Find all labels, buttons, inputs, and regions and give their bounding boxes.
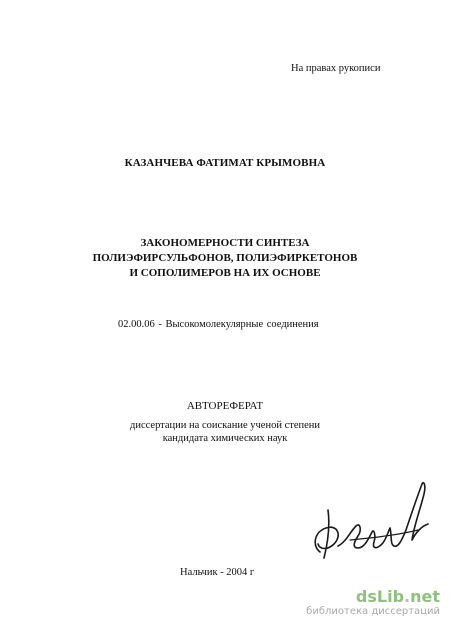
abstract-line-2: кандидата химических наук	[162, 433, 288, 444]
watermark-logo	[306, 588, 440, 606]
city-year: Нальчик - 2004 г	[180, 567, 255, 578]
dissertation-title	[0, 236, 450, 281]
specialty-code: 02.00.06 - Высокомолекулярные соединения	[118, 319, 319, 330]
title-line-2: ПОЛИЭФИРСУЛЬФОНОВ, ПОЛИЭФИРКЕТОНОВ	[92, 252, 358, 264]
author-name: КАЗАНЧЕВА ФАТИМАТ КРЫМОВНА	[124, 157, 326, 169]
watermark-logo-dot: .	[404, 587, 411, 606]
abstract-line-1: диссертации на соискание ученой степени	[130, 420, 320, 431]
dslib-watermark	[306, 588, 440, 618]
watermark-logo-tld: net	[410, 587, 440, 606]
abstract-heading: АВТОРЕФЕРАТ	[186, 400, 264, 412]
abstract-description	[0, 419, 450, 445]
watermark-subtitle: библиотека диссертаций	[306, 606, 440, 617]
watermark-logo-main: dsLib	[355, 587, 405, 606]
title-line-3: И СОПОЛИМЕРОВ НА ИХ ОСНОВЕ	[129, 267, 321, 279]
title-line-1: ЗАКОНОМЕРНОСТИ СИНТЕЗА	[140, 237, 310, 249]
handwritten-signature	[298, 470, 448, 565]
rights-note: На правах рукописи	[291, 63, 381, 74]
